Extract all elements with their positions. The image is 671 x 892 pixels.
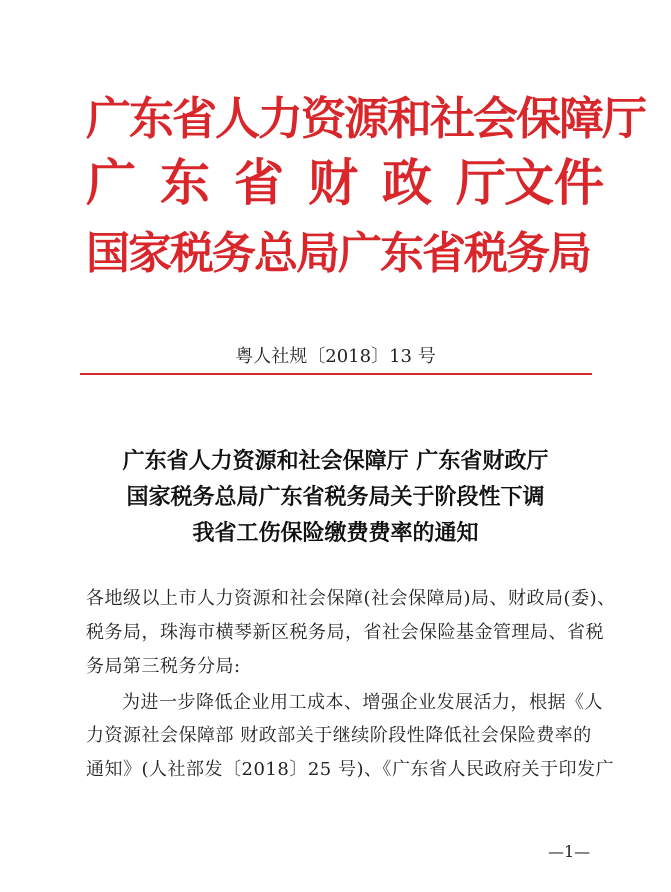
red-divider-rule xyxy=(80,373,592,375)
body-line: 各地级以上市人力资源和社会保障(社会保障局)局、财政局(委)、 xyxy=(86,588,616,609)
body-line: 税务局，珠海市横琴新区税务局，省社会保险基金管理局、省税 xyxy=(86,622,604,643)
issuer-line-hrss: 广东省人力资源和社会保障厅 xyxy=(86,92,646,145)
issuer-line-tax: 国家税务总局广东省税务局 xyxy=(86,228,590,279)
title-line-1: 广东省人力资源和社会保障厅 广东省财政厅 xyxy=(122,448,549,474)
body-line: 务局第三税务分局: xyxy=(86,656,241,677)
body-line: 通知》(人社部发〔2018〕25 号)、《广东省人民政府关于印发广 xyxy=(86,759,614,780)
body-line: 力资源社会保障部 财政部关于继续阶段性降低社会保险费率的 xyxy=(86,725,592,746)
issuer-char: 广 xyxy=(86,153,136,212)
title-line-3: 我省工伤保险缴费费率的通知 xyxy=(192,520,479,546)
issuer-char-wenjian: 文件 xyxy=(504,153,604,212)
title-line-2: 国家税务总局广东省税务局关于阶段性下调 xyxy=(126,484,545,510)
page-number: —1— xyxy=(548,842,591,861)
issuer-char: 厅 xyxy=(456,153,506,212)
issuer-char: 财 xyxy=(308,153,358,212)
issuer-char: 政 xyxy=(382,153,432,212)
issuer-char: 省 xyxy=(234,153,284,212)
issuer-char: 东 xyxy=(160,153,210,212)
body-paragraph-start: 为进一步降低企业用工成本、增强企业发展活力，根据《人 xyxy=(122,692,603,713)
document-number: 粤人社规〔2018〕13 号 xyxy=(235,346,436,367)
